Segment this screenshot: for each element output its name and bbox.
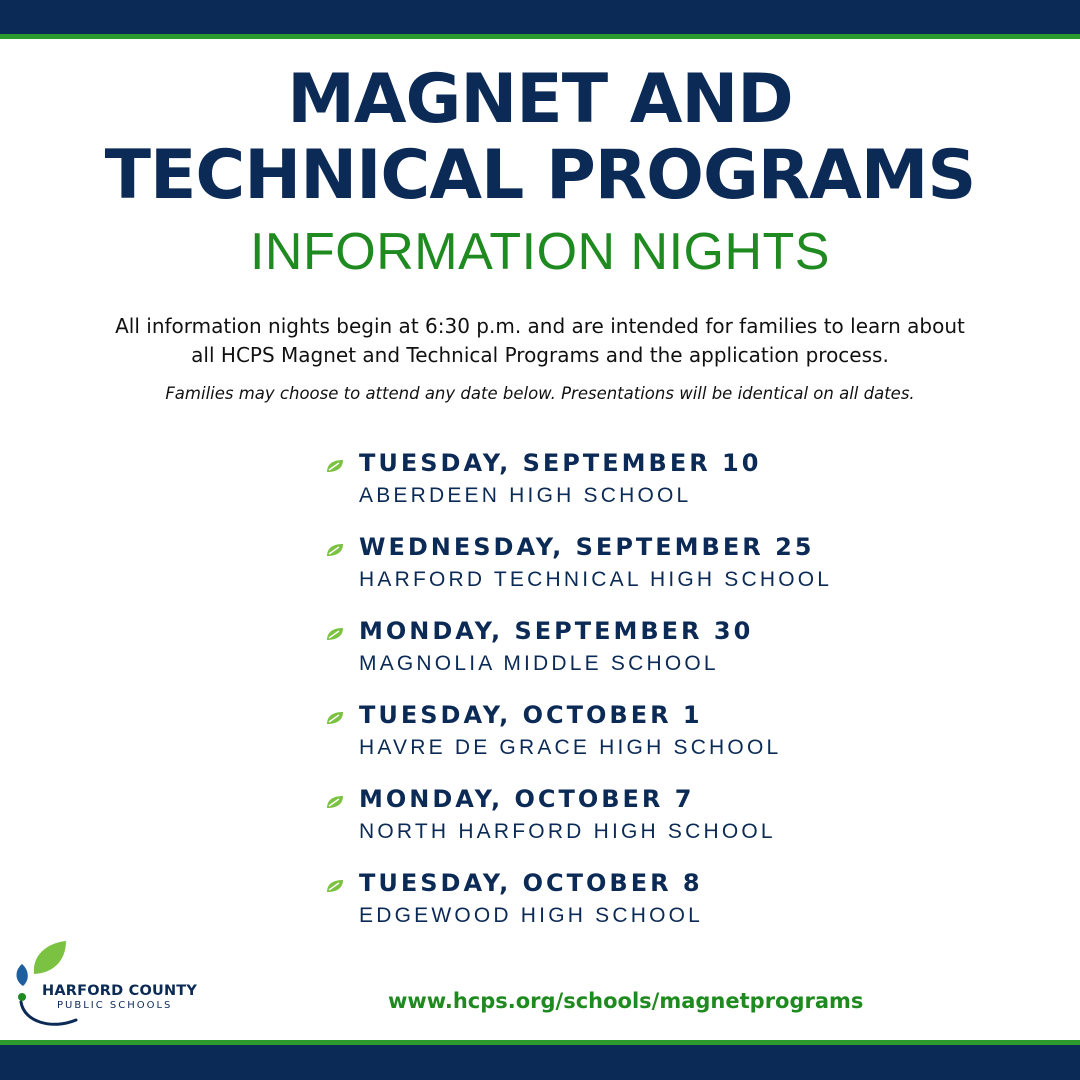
logo-name: HARFORD COUNTY	[42, 983, 198, 999]
website-link[interactable]: www.hcps.org/schools/magnetprograms	[388, 989, 864, 1013]
top-banner-bar	[0, 0, 1080, 34]
event-item	[326, 701, 1046, 785]
event-location: ABERDEEN HIGH SCHOOL	[359, 484, 692, 507]
event-location: HARFORD TECHNICAL HIGH SCHOOL	[359, 568, 833, 591]
page-title-line1: MAGNET AND	[287, 60, 793, 139]
event-item	[326, 449, 1046, 533]
bottom-banner-bar	[0, 1045, 1080, 1080]
page-title-line2: TECHNICAL PROGRAMS	[104, 136, 976, 215]
attendance-note: Families may choose to attend any date below. Presentations will be identical on all dates.	[165, 384, 915, 403]
event-location: HAVRE DE GRACE HIGH SCHOOL	[359, 736, 782, 759]
event-date: MONDAY, OCTOBER 7	[359, 785, 695, 813]
event-date: TUESDAY, OCTOBER 8	[359, 869, 703, 897]
leaf-bullet-icon	[326, 543, 344, 557]
leaf-bullet-icon	[326, 795, 344, 809]
page-subtitle: INFORMATION NIGHTS	[249, 223, 830, 281]
event-item	[326, 533, 1046, 617]
event-date: MONDAY, SEPTEMBER 30	[359, 617, 754, 645]
leaf-bullet-icon	[326, 879, 344, 893]
top-accent-stripe	[0, 34, 1080, 39]
event-item	[326, 869, 1046, 953]
event-location: EDGEWOOD HIGH SCHOOL	[359, 904, 704, 927]
event-item	[326, 785, 1046, 869]
event-list	[326, 449, 1046, 953]
event-date: WEDNESDAY, SEPTEMBER 25	[359, 533, 815, 561]
leaf-bullet-icon	[326, 711, 344, 725]
event-date: TUESDAY, SEPTEMBER 10	[359, 449, 762, 477]
intro-line1: All information nights begin at 6:30 p.m. and are intended for families to learn about	[115, 314, 965, 338]
leaf-bullet-icon	[326, 459, 344, 473]
event-date: TUESDAY, OCTOBER 1	[359, 701, 703, 729]
event-location: NORTH HARFORD HIGH SCHOOL	[359, 820, 776, 843]
leaf-bullet-icon	[326, 627, 344, 641]
intro-text	[90, 312, 990, 370]
logo-subname: PUBLIC SCHOOLS	[57, 1000, 173, 1011]
event-location: MAGNOLIA MIDDLE SCHOOL	[359, 652, 719, 675]
event-item	[326, 617, 1046, 701]
intro-line2: all HCPS Magnet and Technical Programs and the application process.	[191, 343, 889, 367]
